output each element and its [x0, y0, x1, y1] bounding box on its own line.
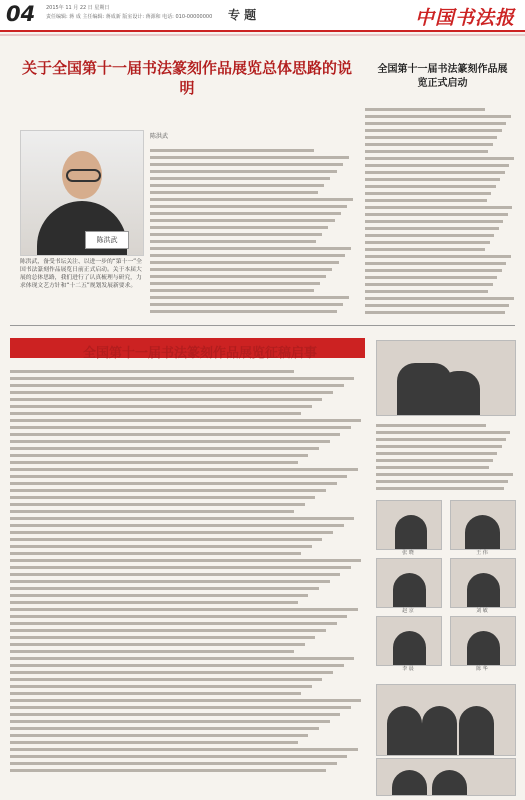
- text-line: [150, 177, 330, 180]
- text-line: [150, 275, 326, 278]
- text-line: [150, 149, 314, 152]
- text-line: [10, 692, 301, 695]
- text-line: [365, 129, 502, 132]
- text-line: [10, 412, 301, 415]
- main-headline: 关于全国第十一届书法篆刻作品展览总体思路的说明: [22, 59, 353, 97]
- text-line: [365, 164, 509, 167]
- text-line: [10, 517, 354, 520]
- portrait-4: [450, 558, 516, 608]
- text-line: [10, 559, 361, 562]
- text-line: [10, 531, 333, 534]
- text-line: [150, 205, 347, 208]
- text-line: [150, 163, 343, 166]
- text-line: [150, 268, 332, 271]
- text-line: [10, 643, 305, 646]
- text-line: [365, 283, 493, 286]
- portrait-4-caption: 刘 敏: [476, 608, 488, 614]
- text-line: [150, 184, 324, 187]
- section-divider: [10, 325, 515, 326]
- text-line: [10, 657, 354, 660]
- text-line: [10, 741, 298, 744]
- text-line: [365, 199, 487, 202]
- text-line: [10, 384, 344, 387]
- text-line: [365, 171, 505, 174]
- text-line: [365, 304, 509, 307]
- text-line: [10, 615, 347, 618]
- text-line: [10, 524, 344, 527]
- portrait-6-caption: 陈 华: [476, 666, 488, 672]
- text-line: [365, 206, 512, 209]
- text-line: [150, 191, 318, 194]
- text-line: [365, 220, 503, 223]
- text-line: [150, 156, 349, 159]
- text-line: [10, 755, 347, 758]
- text-line: [365, 269, 502, 272]
- text-line: [150, 254, 345, 257]
- text-line: [365, 248, 485, 251]
- call-text: [10, 366, 365, 786]
- portrait-3-caption: 赵 京: [402, 608, 414, 614]
- text-line: [365, 311, 505, 314]
- text-line: [150, 247, 351, 250]
- text-line: [10, 454, 308, 457]
- text-line: [365, 108, 485, 111]
- text-line: [10, 496, 315, 499]
- text-line: [376, 431, 510, 434]
- text-line: [10, 671, 333, 674]
- text-line: [150, 212, 341, 215]
- text-line: [365, 185, 496, 188]
- text-line: [150, 296, 349, 299]
- text-line: [365, 262, 506, 265]
- text-line: [10, 587, 319, 590]
- portrait-1-caption: 张 晓: [402, 550, 414, 556]
- text-line: [150, 198, 353, 201]
- portrait-2: [450, 500, 516, 550]
- text-line: [365, 136, 497, 139]
- text-line: [10, 552, 301, 555]
- text-line: [10, 426, 351, 429]
- portrait-2-caption: 王 伟: [476, 550, 488, 556]
- text-line: [365, 192, 491, 195]
- page-number: 04: [6, 2, 36, 26]
- text-line: [365, 227, 499, 230]
- text-line: [10, 377, 354, 380]
- text-line: [10, 447, 319, 450]
- text-line: [10, 720, 330, 723]
- text-line: [10, 713, 340, 716]
- text-line: [150, 219, 335, 222]
- text-line: [365, 234, 494, 237]
- glasses-shape: [66, 169, 101, 182]
- text-line: [365, 255, 511, 258]
- text-line: [150, 289, 314, 292]
- text-line: [365, 115, 511, 118]
- group-photo: [376, 684, 516, 756]
- text-line: [10, 503, 305, 506]
- text-line: [10, 650, 294, 653]
- text-line: [10, 769, 326, 772]
- text-line: [10, 699, 361, 702]
- text-line: [10, 489, 326, 492]
- newspaper-logo: 中国书法报: [414, 7, 515, 29]
- text-line: [365, 143, 493, 146]
- event-photo: [376, 340, 516, 416]
- text-line: [376, 438, 506, 441]
- text-line: [150, 303, 343, 306]
- text-line: [10, 678, 322, 681]
- nameplate: 陈洪武: [85, 231, 129, 249]
- text-line: [10, 685, 312, 688]
- portrait-3: [376, 558, 442, 608]
- text-line: [10, 405, 312, 408]
- text-line: [10, 419, 361, 422]
- masthead: [0, 0, 525, 32]
- text-line: [150, 226, 328, 229]
- text-line: [10, 734, 308, 737]
- text-line: [365, 290, 488, 293]
- text-line: [150, 170, 337, 173]
- call-headline: 全国第十一届书法篆刻作品展览征稿启事: [82, 346, 317, 361]
- text-line: [150, 233, 322, 236]
- text-line: [10, 545, 312, 548]
- text-line: [10, 475, 347, 478]
- text-line: [10, 482, 337, 485]
- text-line: [376, 424, 486, 427]
- byline: 陈洪武: [150, 133, 169, 140]
- text-line: [10, 636, 315, 639]
- text-line: [365, 157, 514, 160]
- text-line: [10, 594, 308, 597]
- staff-line: 责任编辑: 蒋 成 主任编辑: 蒋成新 版室设计: 蒋源和 电话: 010-00000000: [46, 14, 213, 20]
- text-line: [365, 297, 514, 300]
- text-line: [10, 510, 294, 513]
- text-line: [10, 370, 294, 373]
- text-line: [10, 580, 330, 583]
- text-line: [10, 468, 358, 471]
- text-line: [10, 538, 322, 541]
- group-photo-2: [376, 758, 516, 796]
- text-line: [10, 440, 330, 443]
- text-line: [10, 398, 322, 401]
- text-line: [10, 762, 337, 765]
- text-line: [376, 466, 489, 469]
- side-text-column: [365, 104, 515, 320]
- portrait-6: [450, 616, 516, 666]
- text-line: [10, 461, 298, 464]
- text-line: [365, 122, 506, 125]
- text-line: [10, 573, 340, 576]
- text-line: [10, 391, 333, 394]
- text-line: [365, 178, 500, 181]
- text-line: [365, 276, 497, 279]
- text-line: [365, 241, 490, 244]
- dateline: 2015年 11 月 22 日 星期日: [46, 5, 110, 11]
- main-text-column: [150, 145, 355, 320]
- section-label: 专 题: [228, 8, 257, 22]
- text-line: [376, 480, 508, 483]
- text-line: [376, 473, 513, 476]
- text-line: [10, 601, 298, 604]
- text-line: [150, 282, 320, 285]
- text-line: [10, 566, 351, 569]
- side-headline: 全国第十一届书法篆刻作品展览正式启动: [377, 64, 508, 89]
- text-line: [150, 240, 316, 243]
- photo-notes: [376, 420, 514, 492]
- portrait-5-caption: 李 晨: [402, 666, 414, 672]
- text-line: [10, 433, 340, 436]
- text-line: [150, 261, 339, 264]
- photo-caption: 陈洪武，备受书坛关注、以进一步的“第十一”全国书法篆刻作品展览日前正式启动。关于本届大展的总体思路，我们进行了认真梳理与研究，力求体现文艺方针和“十二五”规划发展新要求。: [20, 259, 142, 289]
- text-line: [10, 664, 344, 667]
- top-divider: [0, 34, 525, 36]
- text-line: [10, 748, 358, 751]
- text-line: [376, 459, 493, 462]
- text-line: [365, 150, 488, 153]
- text-line: [10, 608, 358, 611]
- speaker-photo: [20, 130, 144, 256]
- text-line: [10, 727, 319, 730]
- text-line: [10, 706, 351, 709]
- text-line: [376, 452, 497, 455]
- text-line: [365, 213, 508, 216]
- text-line: [10, 622, 337, 625]
- portrait-5: [376, 616, 442, 666]
- text-line: [10, 629, 326, 632]
- text-line: [376, 487, 504, 490]
- text-line: [376, 445, 502, 448]
- portrait-1: [376, 500, 442, 550]
- text-line: [150, 310, 337, 313]
